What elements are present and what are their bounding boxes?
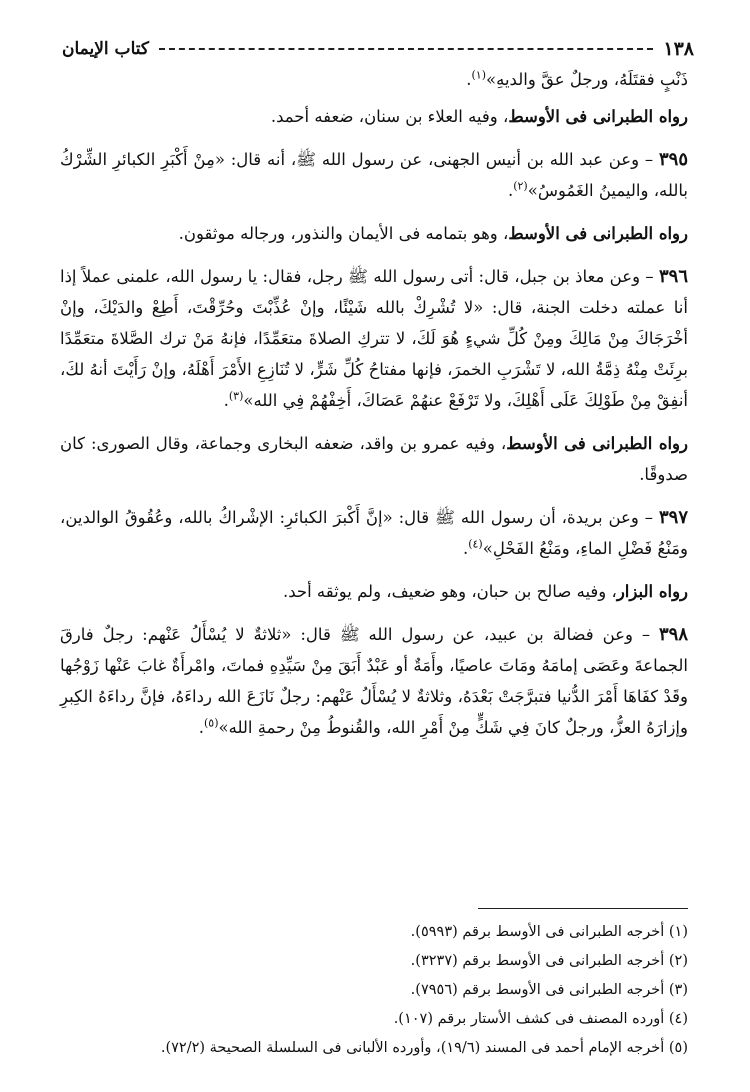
footnote-ref-2: (٢): [513, 179, 528, 193]
source-1-rest: ، وفيه العلاء بن سنان، ضعفه أحمد.: [270, 107, 509, 126]
footnote-ref-4: (٤): [468, 537, 483, 551]
hadith-397: ٣٩٧ – وعن بريدة، أن رسول الله ﷺ قال: «إنَّ أَكْبرَ الكبائرِ: الإشْراكُ بالله، وعُقُوقُ الوالدين، ومَنْعُ فَضْلِ الماءِ، ومَنْعُ الفَحْلِ»$^{(٤)}$.: [60, 507, 688, 558]
continued-text: ذَنْبٍ فقتَلَهُ، ورجلٌ عقَّ والديهِ»: [486, 70, 688, 89]
footnote-ref-5: (٥): [203, 716, 219, 730]
source-note-4: [60, 576, 688, 607]
source-1-lead: رواه الطبرانى فى الأوسط: [508, 107, 688, 126]
hadith-396: ٣٩٦ – وعن معاذ بن جبل، قال: أتى رسول الله ﷺ رجل، فقال: يا رسول الله، علمنى عملاً إذا أنا عملته دخلت الجنة، قال: «لا تُشْرِكْ بالله شَيْئًا، وإنْ عُذِّبْتَ وحُرِّقْتَ، أَطِعْ والدَيْكَ، وإنْ أخْرَجَاكَ مِنْ مَالِكَ ومِنْ كُلِّ شيءٍ هُوَ لَكَ، لا تتركِ الصلاةَ متعَمِّدًا، فإنهُ مَنْ ترك الصَّلاةَ متعَمِّدًا برِئَتْ مِنْهُ ذِمَّةُ الله، لا تَشْرَبِ الخمرَ، فإنها مفتاحُ كُلِّ شَرٍّ، لا تُنَازِعِ الأَمْرَ أَهْلَهُ، وإنْ رَأَيْتَ أنهُ لكَ، أنفِقْ مِنْ طَوْلِكَ عَلَى أَهْلِكَ، ولا تَرْفَعْ عنهُمْ عَصَاكَ، أَخِفْهُمْ فِي الله»$^{(٣)}$.: [60, 266, 688, 410]
page-number: ١٣٨: [663, 38, 694, 60]
source-note-2: [60, 218, 688, 249]
page-header: [62, 34, 694, 64]
hadith-396-number: ٣٩٦: [658, 266, 688, 287]
hadith-395-number: ٣٩٥: [658, 149, 688, 170]
footnote-4: (٤) أورده المصنف فى كشف الأستار برقم (١٠٧).: [393, 1011, 688, 1027]
hadith-396-text: – وعن معاذ بن جبل، قال: أتى رسول الله ﷺ رجل، فقال: يا رسول الله، علمنى عملاً إذا أنا عملته دخلت الجنة، قال: «لا تُشْرِكْ بالله شَيْئًا، وإنْ عُذِّبْتَ وحُرِّقْتَ، أَطِعْ والدَيْكَ، وإنْ أخْرَجَاكَ مِنْ مَالِكَ ومِنْ كُلِّ شيءٍ هُوَ لَكَ، لا تتركِ الصلاةَ متعَمِّدًا، فإنهُ مَنْ ترك الصَّلاةَ متعَمِّدًا برِئَتْ مِنْهُ ذِمَّةُ الله، لا تَشْرَبِ الخمرَ، فإنها مفتاحُ كُلِّ شَرٍّ، لا تُنَازِعِ الأَمْرَ أَهْلَهُ، وإنْ رَأَيْتَ أنهُ لكَ، أنفِقْ مِنْ طَوْلِكَ عَلَى أَهْلِكَ، ولا تَرْفَعْ عنهُمْ عَصَاكَ، أَخِفْهُمْ فِي الله»: [60, 267, 688, 410]
footnote-ref-3: (٣): [228, 389, 244, 403]
source-2-lead: رواه الطبرانى فى الأوسط: [508, 224, 688, 243]
footnote-2: (٢) أخرجه الطبرانى فى الأوسط برقم (٣٢٣٧).: [410, 953, 688, 969]
book-title: كتاب الإيمان: [62, 39, 149, 59]
footnote-5: (٥) أخرجه الإمام أحمد فى المسند (١٩/٦)، وأورده الألبانى فى السلسلة الصحيحة (٧٢/٢).: [160, 1040, 688, 1056]
source-3-lead: رواه الطبرانى فى الأوسط: [506, 434, 688, 453]
hadith-398-number: ٣٩٨: [658, 624, 688, 645]
hadith-398-text: – وعن فضالة بن عبيد، عن رسول الله ﷺ قال: «ثلاثةٌ لا يُسْأَلُ عَنْهم: رجلٌ فارقَ الجماعةَ وعَصَى إمامَهُ ومَاتَ عاصيًا، وأَمَةٌ أو عَبْدٌ أَبَقَ مِنْ سَيِّدِهِ فماتَ، وامْرأَةٌ غابَ عَنْها زَوْجُها وقَدْ كفَاهَا أَمْرَ الدُّنيا فتبرَّجَتْ بَعْدَهُ، وثلاثةٌ لا يُسْأَلُ عَنْهم: رجلٌ نَازَعَ الله رداءَهُ، فإنَّ رداءَهُ الكِبرِ وإزارَهُ العزُّ، ورجلٌ كانَ فِي شَكٍّ مِنْ أَمْرِ الله، والقُنوطُ مِنْ رحمةِ الله»: [60, 625, 688, 737]
footnote-separator: [478, 908, 688, 909]
source-4-rest: ، وفيه صالح بن حبان، وهو ضعيف، ولم يوثقه أحد.: [283, 582, 617, 601]
hadith-397-number: ٣٩٧: [658, 507, 688, 528]
source-2-rest: ، وهو بتمامه فى الأيمان والنذور، ورجاله موثقون.: [178, 224, 509, 243]
header-dashed-rule: [159, 48, 653, 50]
source-note-3: [60, 428, 688, 490]
source-4-lead: رواه البزار: [616, 582, 688, 601]
footnote-1: (١) أخرجه الطبرانى فى الأوسط برقم (٥٩٩٣).: [410, 924, 688, 940]
source-3-rest: ، وفيه عمرو بن واقد، ضعفه البخارى وجماعة، وقال الصورى: كان صدوقًا.: [60, 434, 688, 484]
footnote-3: (٣) أخرجه الطبرانى فى الأوسط برقم (٧٩٥٦).: [410, 982, 688, 998]
hadith-395: ٣٩٥ – وعن عبد الله بن أنيس الجهنى، عن رسول الله ﷺ، أنه قال: «مِنْ أَكْبَرِ الكبائرِ الشِّرْكُ بالله، واليمينُ الغَمُوسُ»$^{(٢)}$.: [60, 149, 688, 200]
hadith-398: ٣٩٨ – وعن فضالة بن عبيد، عن رسول الله ﷺ قال: «ثلاثةٌ لا يُسْأَلُ عَنْهم: رجلٌ فارقَ الجماعةَ وعَصَى إمامَهُ ومَاتَ عاصيًا، وأَمَةٌ أو عَبْدٌ أَبَقَ مِنْ سَيِّدِهِ فماتَ، وامْرأَةٌ غابَ عَنْها زَوْجُها وقَدْ كفَاهَا أَمْرَ الدُّنيا فتبرَّجَتْ بَعْدَهُ، وثلاثةٌ لا يُسْأَلُ عَنْهم: رجلٌ نَازَعَ الله رداءَهُ، فإنَّ رداءَهُ الكِبرِ وإزارَهُ العزُّ، ورجلٌ كانَ فِي شَكٍّ مِنْ أَمْرِ الله، والقُنوطُ مِنْ رحمةِ الله»$^{(٥)}$.: [60, 624, 688, 737]
source-note-1: [60, 101, 688, 132]
hadith-397-text: – وعن بريدة، أن رسول الله ﷺ قال: «إنَّ أَكْبرَ الكبائرِ: الإشْراكُ بالله، وعُقُوقُ الوالدين، ومَنْعُ فَضْلِ الماءِ، ومَنْعُ الفَحْلِ»: [60, 508, 688, 558]
footnote-ref-1: (١): [471, 68, 487, 82]
hadith-395-text: – وعن عبد الله بن أنيس الجهنى، عن رسول الله ﷺ، أنه قال: «مِنْ أَكْبَرِ الكبائرِ الشِّرْكُ بالله، واليمينُ الغَمُوسُ»: [60, 150, 688, 200]
continued-hadith: ذَنْبٍ فقتَلَهُ، ورجلٌ عقَّ والديهِ»$^{(١)}$.: [466, 68, 688, 89]
page-body: [60, 64, 688, 755]
footnotes: [60, 918, 688, 1063]
